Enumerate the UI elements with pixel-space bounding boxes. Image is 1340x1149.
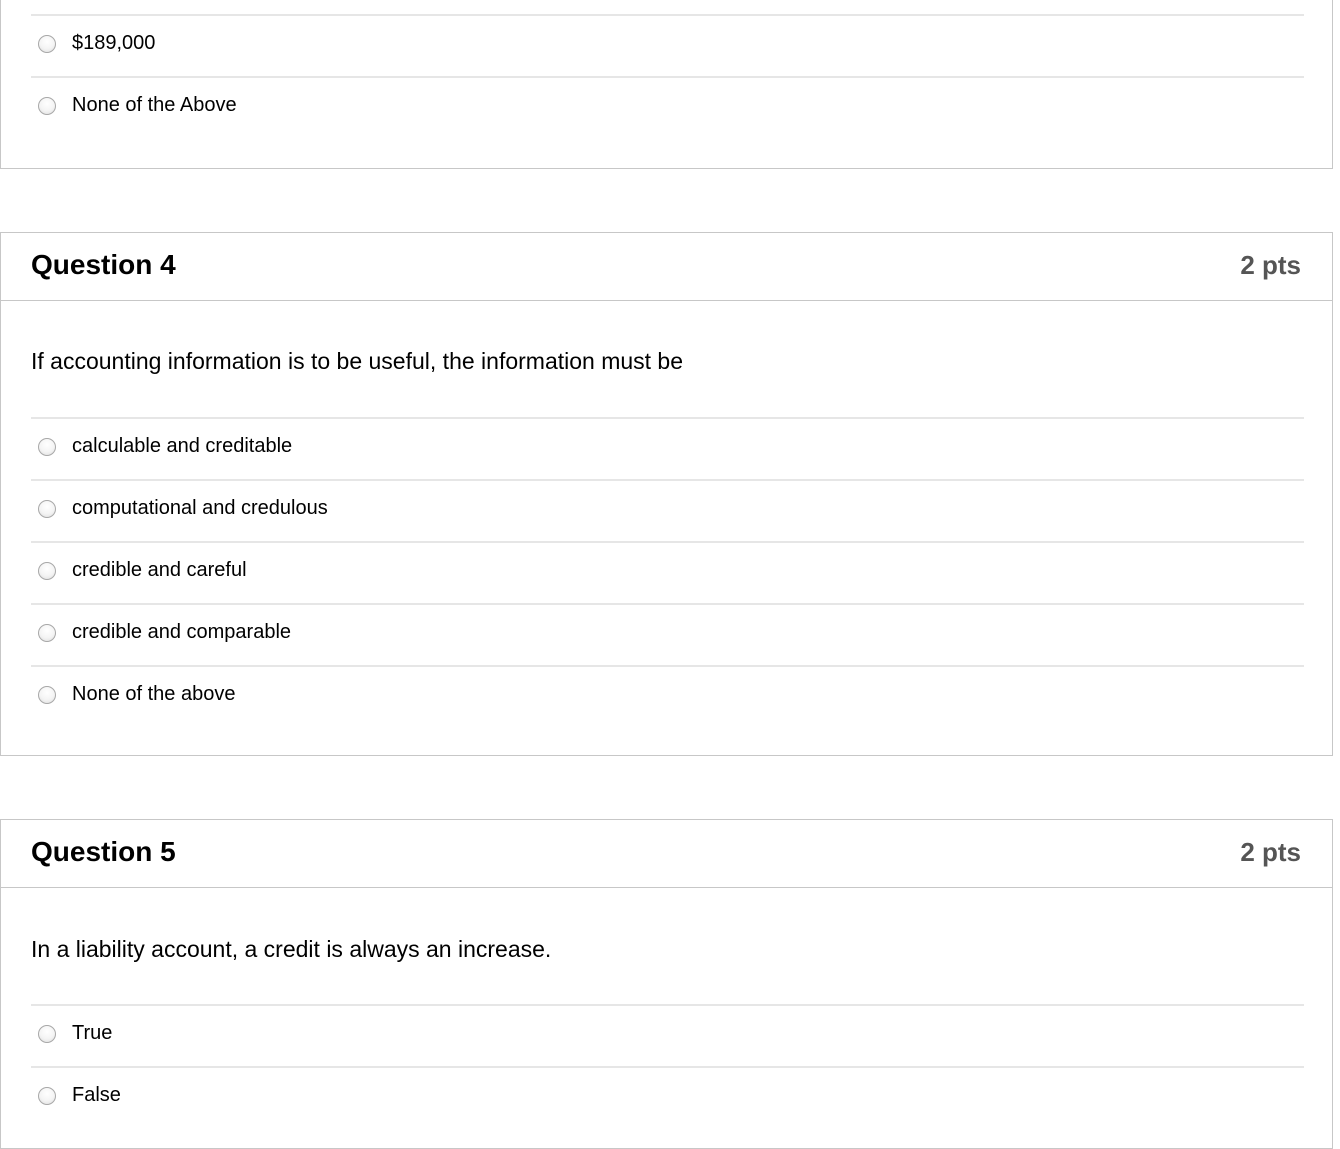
answer-label[interactable]: None of the above bbox=[72, 683, 236, 705]
radio-button[interactable] bbox=[38, 35, 56, 53]
answer-option[interactable] bbox=[31, 603, 1304, 665]
radio-button[interactable] bbox=[38, 97, 56, 115]
question-text: In a liability account, a credit is always an increase. bbox=[31, 936, 552, 962]
answer-label[interactable]: True bbox=[72, 1022, 113, 1044]
answer-option[interactable] bbox=[31, 665, 1304, 727]
answer-option[interactable] bbox=[31, 14, 1304, 76]
answer-label[interactable]: None of the Above bbox=[72, 94, 237, 116]
question-card-5 bbox=[0, 819, 1333, 1149]
question-points: 2 pts bbox=[1240, 837, 1301, 867]
question-title: Question 5 bbox=[31, 836, 176, 867]
question-title: Question 4 bbox=[31, 249, 176, 280]
answer-option[interactable] bbox=[31, 76, 1304, 138]
answer-label[interactable]: computational and credulous bbox=[72, 497, 328, 519]
answer-label[interactable]: $189,000 bbox=[72, 32, 156, 54]
answer-list bbox=[31, 417, 1304, 727]
answer-option[interactable] bbox=[31, 417, 1304, 479]
radio-button[interactable] bbox=[38, 624, 56, 642]
question-card-4 bbox=[0, 232, 1333, 756]
question-header bbox=[1, 820, 1332, 888]
answer-option[interactable] bbox=[31, 1066, 1304, 1128]
answer-option[interactable] bbox=[31, 479, 1304, 541]
answer-label[interactable]: credible and comparable bbox=[72, 621, 292, 643]
answer-option[interactable] bbox=[31, 541, 1304, 603]
radio-button[interactable] bbox=[38, 1025, 56, 1043]
radio-button[interactable] bbox=[38, 686, 56, 704]
radio-button[interactable] bbox=[38, 500, 56, 518]
answer-option[interactable] bbox=[31, 1004, 1304, 1066]
radio-button[interactable] bbox=[38, 1087, 56, 1105]
radio-button[interactable] bbox=[38, 438, 56, 456]
question-points: 2 pts bbox=[1240, 250, 1301, 280]
question-card-3 bbox=[0, 0, 1333, 169]
radio-button[interactable] bbox=[38, 562, 56, 580]
answer-label[interactable]: False bbox=[72, 1084, 121, 1106]
question-text: If accounting information is to be useful, the information must be bbox=[31, 348, 684, 374]
answer-list bbox=[31, 14, 1304, 138]
question-header bbox=[1, 233, 1332, 301]
answer-label[interactable]: calculable and creditable bbox=[72, 435, 293, 457]
answer-label[interactable]: credible and careful bbox=[72, 559, 247, 581]
answer-list bbox=[31, 1004, 1304, 1128]
